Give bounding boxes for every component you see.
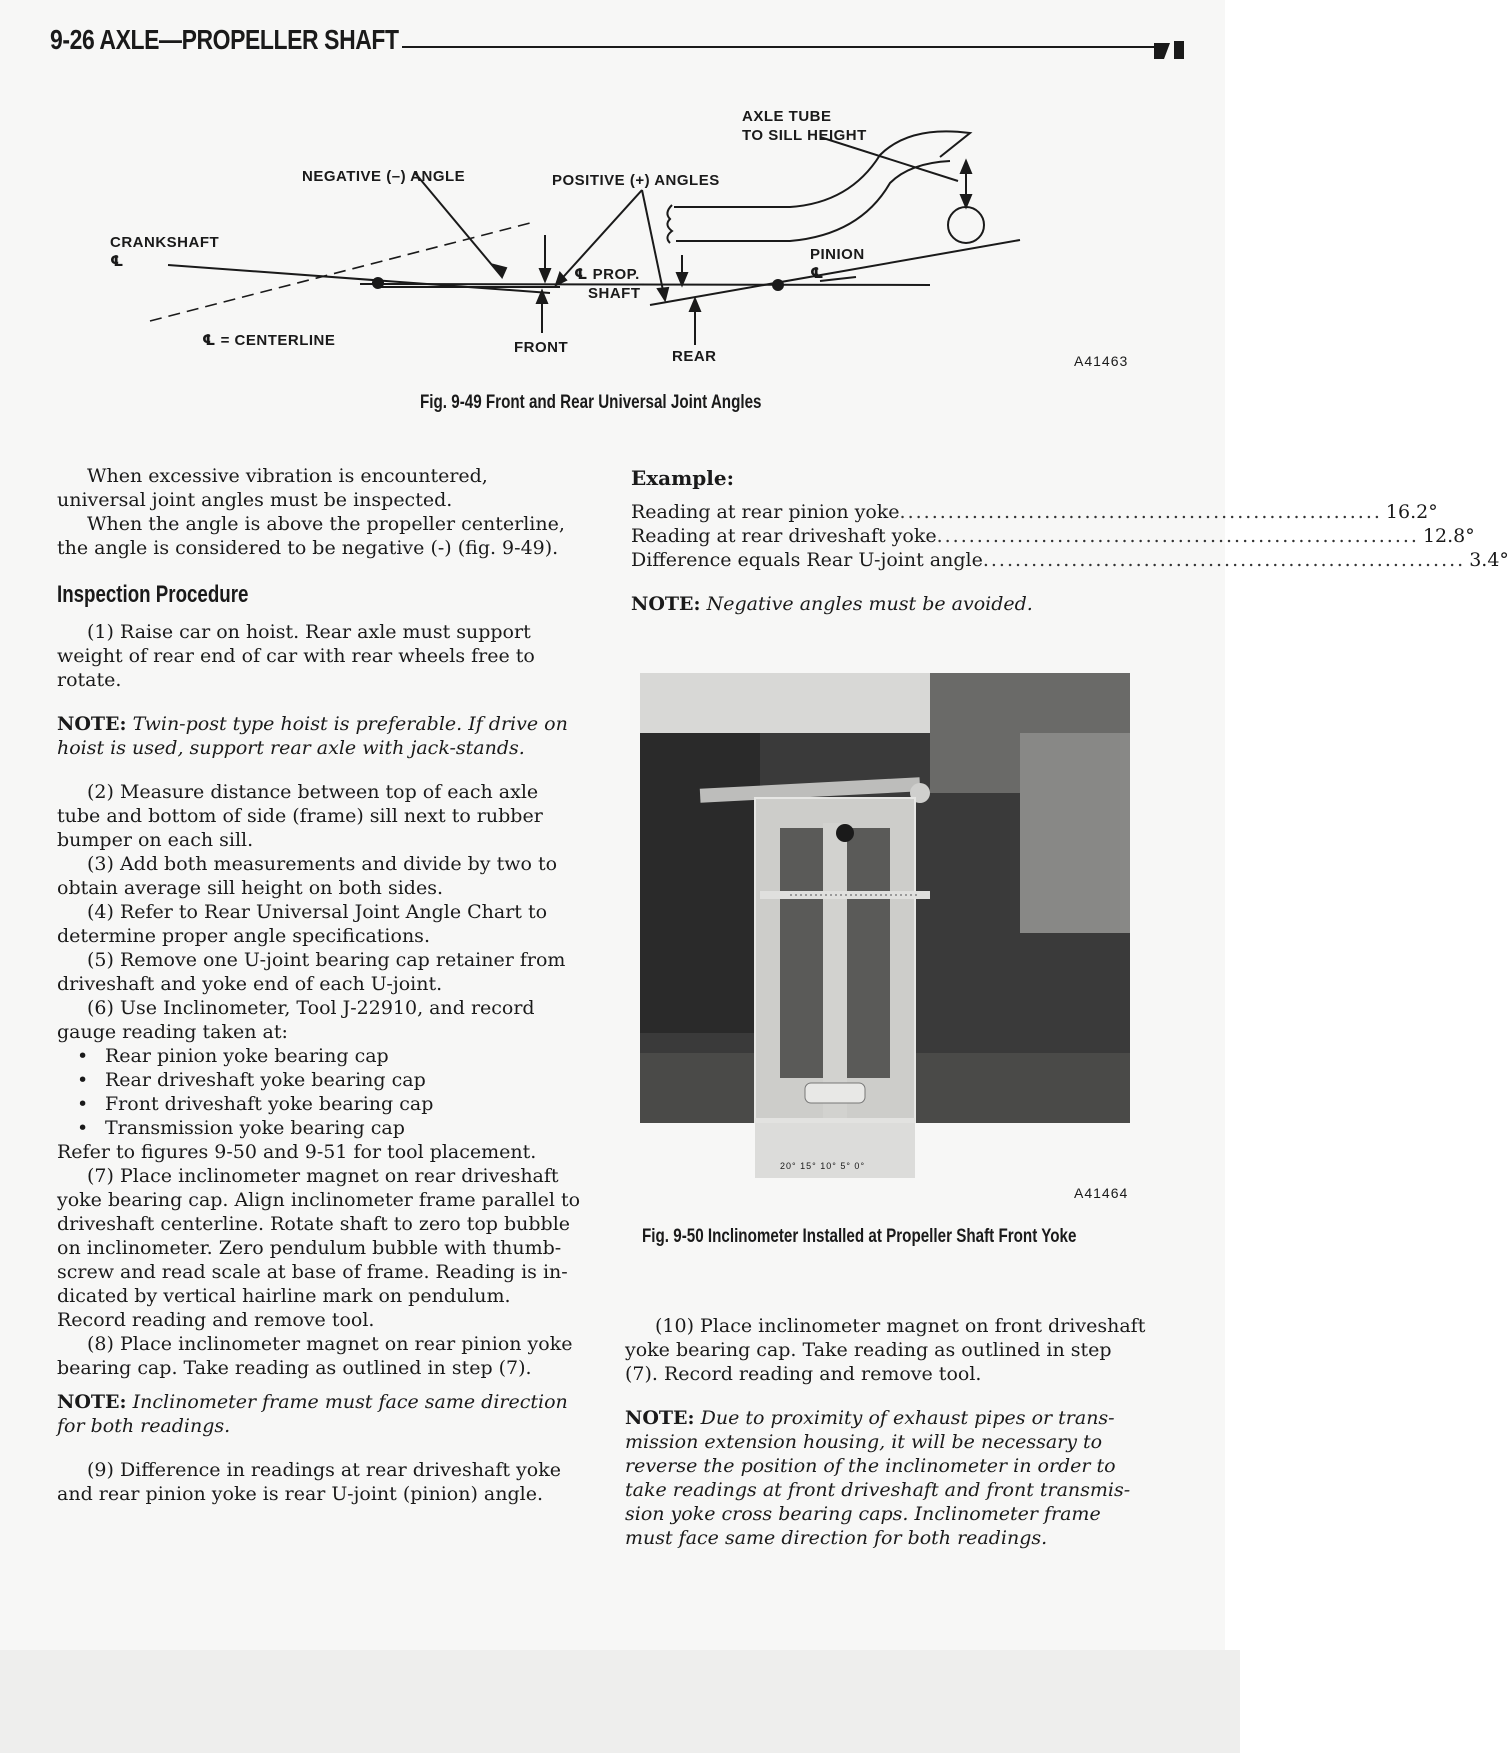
inclinometer-photo bbox=[640, 673, 1130, 1183]
inclinometer-scale-labels: 20° 15° 10° 5° 0° bbox=[780, 1161, 866, 1171]
figure-9-49 bbox=[90, 95, 1150, 385]
header-rule bbox=[402, 46, 1154, 48]
step-9: (9) Difference in readings at rear driveshaft yoke and rear pinion yoke is rear U-joint (pinion) angle. bbox=[57, 1459, 561, 1505]
positive-angles-label: POSITIVE (+) ANGLES bbox=[552, 172, 720, 189]
step-2: (2) Measure distance between top of each axle tube and bottom of side (frame) sill next to rubber bumper on each sill. bbox=[57, 781, 543, 851]
axle-tube-label: AXLE TUBE TO SILL HEIGHT bbox=[742, 108, 867, 144]
list-item: • Front driveshaft yoke bearing cap bbox=[57, 1092, 581, 1116]
step-4: (4) Refer to Rear Universal Joint Angle Chart to determine proper angle specifications. bbox=[57, 901, 548, 947]
step-3: (3) Add both measurements and divide by two to obtain average sill height on both sides. bbox=[57, 853, 558, 899]
rear-label: REAR bbox=[672, 348, 717, 365]
note-4: NOTE: Due to proximity of exhaust pipes or trans-mission extension housing, it will be necessary to reverse the position of the inclinometer in order to take readings at front driveshaft and front transmis-sion yoke cross bearing caps. Inclinometer frame must face same direction for both readings. bbox=[625, 1407, 1131, 1549]
page-title: 9-26 AXLE—PROPELLER SHAFT bbox=[50, 24, 399, 55]
right-column bbox=[631, 466, 1509, 616]
gauge-locations-list bbox=[57, 1044, 581, 1140]
step-5: (5) Remove one U-joint bearing cap retainer from driveshaft and yoke end of each U-joint. bbox=[57, 949, 566, 995]
centerline-key-label: ℄ = CENTERLINE bbox=[202, 332, 336, 349]
right-column-lower bbox=[625, 1314, 1149, 1550]
crankshaft-label: CRANKSHAFT ℄ bbox=[110, 234, 220, 270]
note-3: NOTE: Negative angles must be avoided. bbox=[631, 593, 1033, 615]
prop-shaft-label: ℄ PROP. SHAFT bbox=[574, 266, 641, 302]
figure-9-50-caption: Fig. 9-50 Inclinometer Installed at Propeller Shaft Front Yoke bbox=[642, 1226, 1077, 1247]
left-column bbox=[57, 464, 581, 1506]
figure-9-49-caption: Fig. 9-49 Front and Rear Universal Joint Angles bbox=[420, 392, 762, 413]
example-title: Example: bbox=[631, 466, 734, 490]
scan-margin bbox=[0, 1650, 1240, 1753]
list-item: • Transmission yoke bearing cap bbox=[57, 1116, 581, 1140]
step-1: (1) Raise car on hoist. Rear axle must support weight of rear end of car with rear wheels free to rotate. bbox=[57, 621, 535, 691]
inclinometer-photo-image bbox=[640, 673, 1130, 1183]
example-row: Reading at rear driveshaft yoke ............................................................ 12.8° bbox=[631, 525, 1475, 547]
figure-code: A41463 bbox=[1074, 353, 1129, 369]
jeep-brand-mark-icon bbox=[1152, 39, 1188, 61]
intro-paragraph-2: When the angle is above the propeller centerline, the angle is considered to be negative (-) (fig. 9-49). bbox=[57, 513, 565, 559]
figure-reference: Refer to figures 9-50 and 9-51 for tool placement. bbox=[57, 1141, 537, 1163]
example-row: Reading at rear pinion yoke ............................................................ 16.2° bbox=[631, 501, 1438, 523]
note-2: NOTE: Inclinometer frame must face same direction for both readings. bbox=[57, 1391, 568, 1437]
step-7: (7) Place inclinometer magnet on rear driveshaft yoke bearing cap. Align inclinometer frame parallel to driveshaft centerline. Rotate shaft to zero top bubble on inclinometer. Zero pendulum bubble with thumb-screw and read scale at base of frame. Reading is in-dicated by vertical hairline mark on pendulum. Record reading and remove tool. bbox=[57, 1165, 581, 1331]
negative-angle-label: NEGATIVE (–) ANGLE bbox=[302, 168, 466, 185]
intro-paragraph-1: When excessive vibration is encountered, universal joint angles must be inspected. bbox=[57, 465, 488, 511]
section-heading: Inspection Procedure bbox=[57, 581, 249, 608]
step-6: (6) Use Inclinometer, Tool J-22910, and record gauge reading taken at: bbox=[57, 997, 535, 1043]
front-label: FRONT bbox=[514, 339, 569, 356]
step-8: (8) Place inclinometer magnet on rear pinion yoke bearing cap. Take reading as outlined in step (7). bbox=[57, 1333, 573, 1379]
pinion-label: PINION ℄ bbox=[810, 246, 865, 282]
running-header bbox=[50, 24, 1160, 64]
list-item: • Rear pinion yoke bearing cap bbox=[57, 1044, 581, 1068]
step-10: (10) Place inclinometer magnet on front driveshaft yoke bearing cap. Take reading as outlined in step (7). Record reading and remove tool. bbox=[625, 1315, 1146, 1385]
photo-code: A41464 bbox=[1074, 1185, 1129, 1201]
list-item: • Rear driveshaft yoke bearing cap bbox=[57, 1068, 581, 1092]
note-1: NOTE: Twin-post type hoist is preferable. If drive on hoist is used, support rear axle with jack-stands. bbox=[57, 713, 568, 759]
example-row: Difference equals Rear U-joint angle ............................................................ 3.4° bbox=[631, 549, 1509, 571]
